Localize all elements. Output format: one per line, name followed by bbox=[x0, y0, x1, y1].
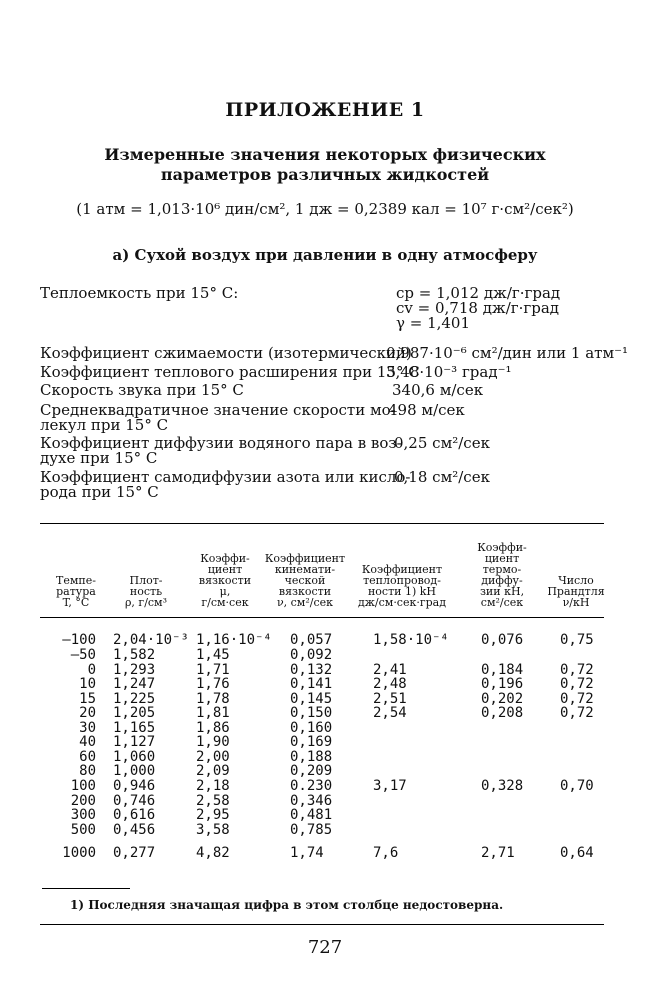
property-value: 340,6 м/сек bbox=[392, 381, 484, 399]
table-cell: 2,48 bbox=[373, 676, 407, 692]
table-cell: 3,58 bbox=[196, 822, 230, 838]
page-bottom-rule bbox=[40, 924, 604, 925]
table-cell: 1,127 bbox=[113, 734, 156, 750]
table-top-rule bbox=[40, 523, 604, 524]
column-header-line: μ, bbox=[219, 585, 231, 598]
property-label: Среднеквадратичное значение скорости мо- bbox=[40, 401, 396, 419]
column-header-line: г/см·сек bbox=[201, 596, 249, 609]
property-value: 0,25 см²/сек bbox=[394, 434, 490, 452]
table-cell: 0,202 bbox=[481, 691, 524, 707]
appendix-title: ПРИЛОЖЕНИЕ 1 bbox=[225, 99, 425, 121]
property-label-cont: рода при 15° С bbox=[40, 483, 159, 501]
column-header-line: кинемати- bbox=[274, 563, 336, 576]
column-header-line: Темпе- bbox=[56, 574, 96, 587]
table-cell: 0,076 bbox=[481, 632, 524, 648]
property-value: 498 м/сек bbox=[388, 401, 465, 419]
column-header bbox=[258, 553, 353, 608]
table-cell: 1,45 bbox=[196, 647, 230, 663]
column-header-line: ν, см²/сек bbox=[276, 596, 334, 609]
table-cell: 1,060 bbox=[113, 749, 156, 765]
property-value: 0,18 см²/сек bbox=[394, 468, 490, 486]
table-cell: 0,277 bbox=[113, 845, 156, 861]
table-cell: 0,64 bbox=[560, 845, 594, 861]
column-header-line: ρ, г/см³ bbox=[124, 596, 168, 609]
table-cell: 200 bbox=[70, 793, 96, 809]
property-label: Коэффициент самодиффузии азота или кисло- bbox=[40, 468, 411, 486]
property-label: Коэффициент теплового расширения при 15° С bbox=[40, 363, 420, 381]
column-header-line: Прандтля bbox=[547, 585, 605, 598]
table-header-rule bbox=[40, 617, 604, 618]
table-cell: 2,71 bbox=[481, 845, 515, 861]
table-cell: —50 bbox=[70, 647, 96, 663]
table-cell: 2,09 bbox=[196, 763, 230, 779]
table-cell: 3,17 bbox=[373, 778, 407, 794]
page-number: 727 bbox=[307, 937, 343, 958]
column-header-line: T, °С bbox=[62, 596, 90, 609]
table-cell: 2,58 bbox=[196, 793, 230, 809]
table-cell: 0,092 bbox=[290, 647, 333, 663]
table-cell: 1,165 bbox=[113, 720, 156, 736]
property-label: Коэффициент сжимаемости (изотермический) bbox=[40, 344, 412, 362]
table-cell: 1,74 bbox=[290, 845, 324, 861]
column-header-line: ν/κH bbox=[562, 596, 590, 609]
column-header-line: ческой bbox=[284, 574, 326, 587]
column-header-line: диффу- bbox=[481, 574, 523, 587]
table-cell: 0,145 bbox=[290, 691, 333, 707]
table-cell: 0,616 bbox=[113, 807, 156, 823]
table-cell: 0,946 bbox=[113, 778, 156, 794]
table-cell: 1,000 bbox=[113, 763, 156, 779]
table-cell: 0,746 bbox=[113, 793, 156, 809]
table-cell: 500 bbox=[70, 822, 96, 838]
column-header-line: ности 1) kH bbox=[367, 585, 437, 598]
property-label: Коэффициент диффузии водяного пара в воз- bbox=[40, 434, 402, 452]
table-cell: 100 bbox=[70, 778, 96, 794]
table-cell: 2,95 bbox=[196, 807, 230, 823]
table-cell: 1,225 bbox=[113, 691, 156, 707]
table-cell: 80 bbox=[79, 763, 96, 779]
table-cell: 0,72 bbox=[560, 662, 594, 678]
table-cell: 30 bbox=[79, 720, 96, 736]
unit-conversions: (1 атм = 1,013·10⁶ дин/см², 1 дж = 0,2389 кал = 10⁷ г·см²/сек²) bbox=[76, 200, 574, 218]
heat-capacity-gamma: γ = 1,401 bbox=[396, 314, 471, 332]
table-cell: 0,72 bbox=[560, 676, 594, 692]
table-cell: 1,582 bbox=[113, 647, 156, 663]
table-cell: 2,18 bbox=[196, 778, 230, 794]
column-header-line: циент bbox=[484, 552, 520, 565]
table-cell: 0,346 bbox=[290, 793, 333, 809]
table-cell: 2,51 bbox=[373, 691, 407, 707]
table-cell: 0,785 bbox=[290, 822, 333, 838]
table-cell: 1,76 bbox=[196, 676, 230, 692]
table-cell: 2,54 bbox=[373, 705, 407, 721]
table-cell: 1,293 bbox=[113, 662, 156, 678]
column-header bbox=[352, 564, 452, 608]
column-header-line: ность bbox=[129, 585, 163, 598]
table-cell: 0,328 bbox=[481, 778, 524, 794]
table-cell: 0,184 bbox=[481, 662, 524, 678]
page-title-line2: параметров различных жидкостей bbox=[160, 165, 490, 184]
table-cell: 1,247 bbox=[113, 676, 156, 692]
table-cell: 1,205 bbox=[113, 705, 156, 721]
table-cell: 0,208 bbox=[481, 705, 524, 721]
table-cell: 1,90 bbox=[196, 734, 230, 750]
table-cell: 10 bbox=[79, 676, 96, 692]
table-cell: 0,72 bbox=[560, 705, 594, 721]
table-cell: 0,75 bbox=[560, 632, 594, 648]
column-header-line: теплопровод- bbox=[363, 574, 441, 587]
table-cell: 1,58·10⁻⁴ bbox=[373, 632, 449, 648]
column-header bbox=[541, 575, 611, 608]
column-header bbox=[190, 553, 260, 608]
section-heading: а) Сухой воздух при давлении в одну атмосферу bbox=[112, 246, 538, 264]
table-cell: 0,057 bbox=[290, 632, 333, 648]
column-header-line: циент bbox=[207, 563, 243, 576]
table-cell: 0,481 bbox=[290, 807, 333, 823]
column-header-line: вязкости bbox=[198, 574, 252, 587]
footnote: 1) Последняя значащая цифра в этом столбце недостоверна. bbox=[70, 898, 504, 912]
column-header-line: Плот- bbox=[129, 574, 163, 587]
table-cell: 0,196 bbox=[481, 676, 524, 692]
table-cell: 0,169 bbox=[290, 734, 333, 750]
table-cell: 40 bbox=[79, 734, 96, 750]
table-cell: 60 bbox=[79, 749, 96, 765]
table-cell: 0,160 bbox=[290, 720, 333, 736]
table-cell: —100 bbox=[62, 632, 96, 648]
table-cell: 0,188 bbox=[290, 749, 333, 765]
table-cell: 15 bbox=[79, 691, 96, 707]
footnote-rule bbox=[42, 888, 130, 889]
table-cell: 1,86 bbox=[196, 720, 230, 736]
table-cell: 1,81 bbox=[196, 705, 230, 721]
table-cell: 2,04·10⁻³ bbox=[113, 632, 189, 648]
column-header bbox=[111, 575, 181, 608]
property-label-cont: духе при 15° С bbox=[40, 449, 158, 467]
table-cell: 20 bbox=[79, 705, 96, 721]
column-header-line: термо- bbox=[482, 563, 522, 576]
table-cell: 0,150 bbox=[290, 705, 333, 721]
column-header-line: см²/сек bbox=[480, 596, 524, 609]
column-header bbox=[462, 542, 542, 608]
table-cell: 0,209 bbox=[290, 763, 333, 779]
column-header-line: зии κH, bbox=[479, 585, 525, 598]
table-cell: 4,82 bbox=[196, 845, 230, 861]
property-label: Скорость звука при 15° С bbox=[40, 381, 244, 399]
table-cell: 0,72 bbox=[560, 691, 594, 707]
table-cell: 2,00 bbox=[196, 749, 230, 765]
table-cell: 0,132 bbox=[290, 662, 333, 678]
property-value: 3,48·10⁻³ град⁻¹ bbox=[386, 363, 512, 381]
table-cell: 0,70 bbox=[560, 778, 594, 794]
heat-capacity-cp: cp = 1,012 дж/г·град bbox=[396, 284, 561, 302]
table-cell: 2,41 bbox=[373, 662, 407, 678]
column-header-line: дж/см·сек·град bbox=[358, 596, 446, 609]
column-header-line: вязкости bbox=[278, 585, 332, 598]
column-header-line: Коэффи- bbox=[477, 541, 527, 554]
table-cell: 0.230 bbox=[290, 778, 333, 794]
heat-capacity-label: Теплоемкость при 15° С: bbox=[40, 284, 239, 302]
table-cell: 1000 bbox=[62, 845, 96, 861]
table-cell: 0,456 bbox=[113, 822, 156, 838]
page-title-line1: Измеренные значения некоторых физических bbox=[104, 145, 546, 164]
table-cell: 1,16·10⁻⁴ bbox=[196, 632, 272, 648]
table-cell: 0,141 bbox=[290, 676, 333, 692]
property-value: 0,987·10⁻⁶ см²/дин или 1 атм⁻¹ bbox=[386, 344, 629, 362]
heat-capacity-cv: cv = 0,718 дж/г·град bbox=[396, 299, 560, 317]
table-cell: 0 bbox=[87, 662, 96, 678]
column-header-line: Коэффициент bbox=[361, 563, 443, 576]
table-cell: 1,71 bbox=[196, 662, 230, 678]
table-cell: 7,6 bbox=[373, 845, 399, 861]
table-cell: 1,78 bbox=[196, 691, 230, 707]
column-header bbox=[41, 575, 111, 608]
column-header-line: ратура bbox=[56, 585, 96, 598]
table-cell: 300 bbox=[70, 807, 96, 823]
column-header-line: Коэффи- bbox=[200, 552, 250, 565]
column-header-line: Число bbox=[558, 574, 594, 587]
column-header-line: Коэффициент bbox=[264, 552, 346, 565]
property-label-cont: лекул при 15° С bbox=[40, 416, 169, 434]
